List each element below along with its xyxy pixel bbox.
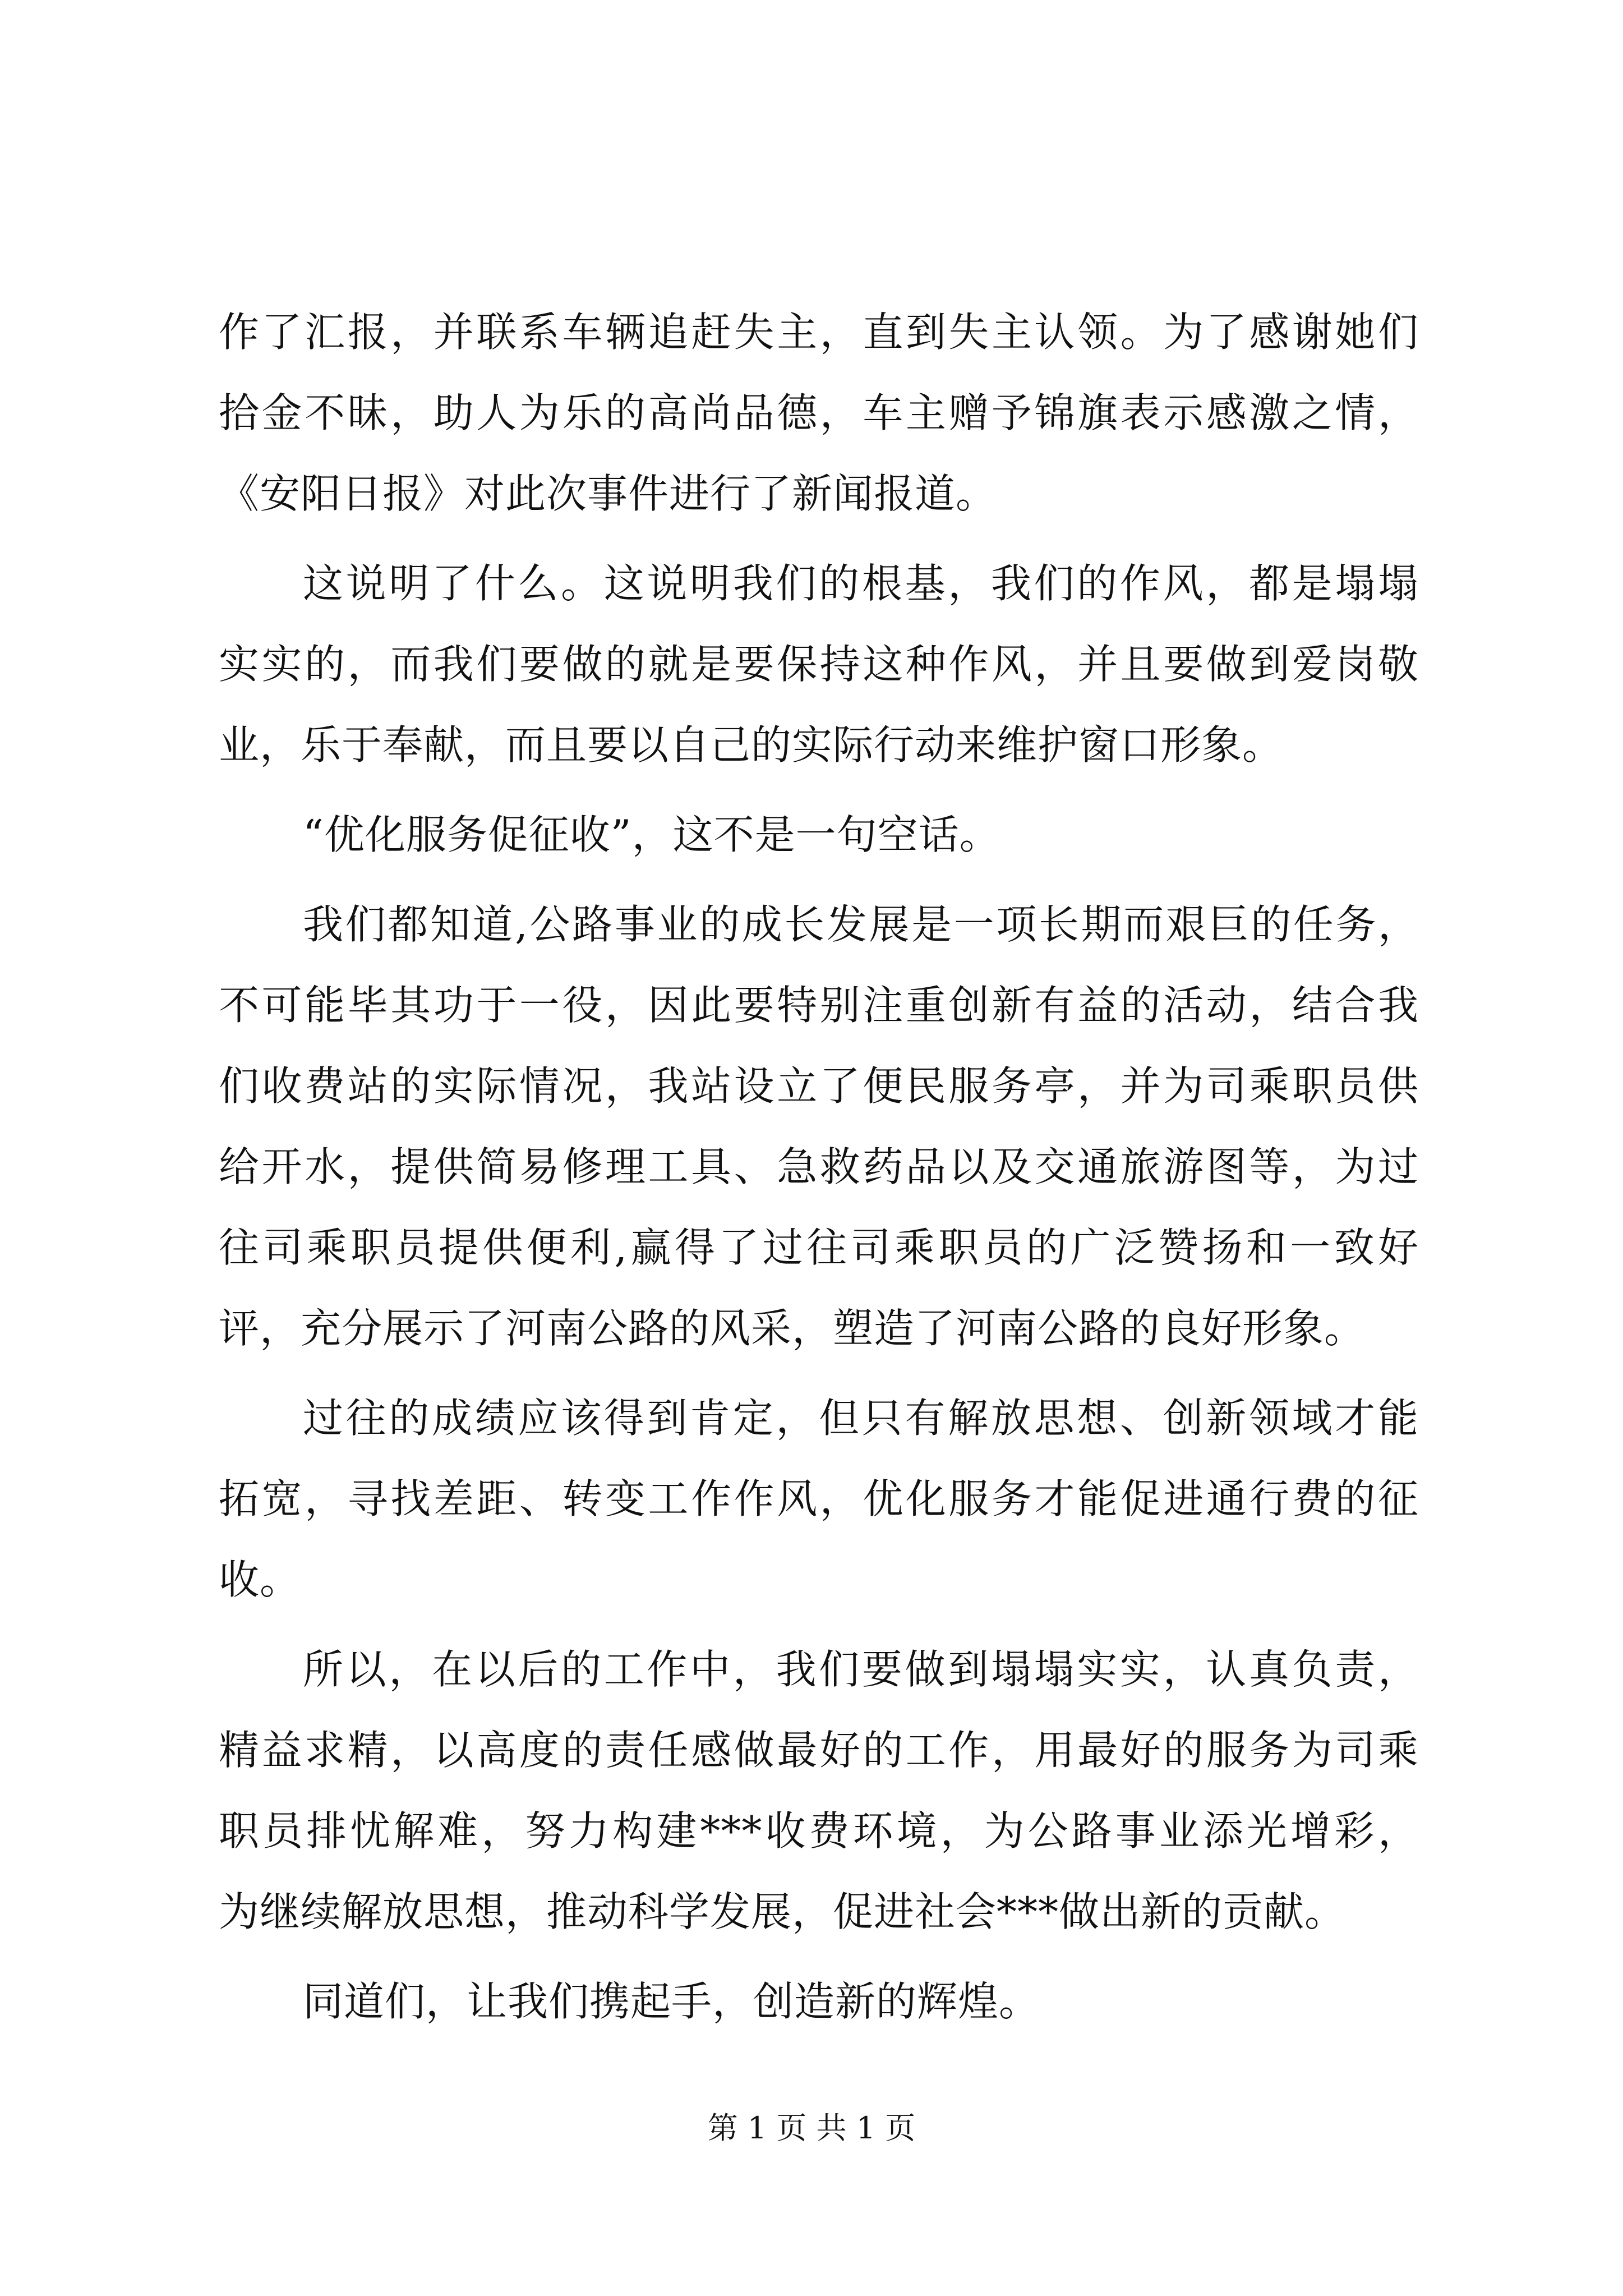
paragraph-1-line-2: 拾金不昧，助人为乐的高尚品德，车主赠予锦旗表示感激之情， (219, 389, 1419, 436)
page-number-label: 第 1 页 共 1 页 (707, 2110, 916, 2146)
paragraph-6-line-3: 职员排忧解难，努力构建***收费环境，为公路事业添光增彩， (219, 1807, 1419, 1855)
paragraph-5-line-1: 过往的成绩应该得到肯定，但只有解放思想、创新领域才能 (303, 1395, 1419, 1442)
page-footer (0, 2106, 1623, 2151)
paragraph-6-line-4: 为继续解放思想，推动科学发展，促进社会***做出新的贡献。 (219, 1888, 1346, 1935)
paragraph-2-line-2: 实实的，而我们要做的就是要保持这种作风，并且要做到爱岗敬 (219, 641, 1419, 688)
paragraph-4-line-5: 往司乘职员提供便利,赢得了过往司乘职员的广泛赞扬和一致好 (219, 1224, 1419, 1271)
paragraph-6-line-1: 所以，在以后的工作中，我们要做到塌塌实实，认真负责， (303, 1646, 1419, 1693)
paragraph-6-line-2: 精益求精，以高度的责任感做最好的工作，用最好的服务为司乘 (219, 1727, 1419, 1774)
paragraph-2-line-1: 这说明了什么。这说明我们的根基，我们的作风，都是塌塌 (303, 560, 1419, 607)
paragraph-2-line-3: 业，乐于奉献，而且要以自己的实际行动来维护窗口形象。 (219, 721, 1284, 769)
paragraph-5-line-2: 拓宽，寻找差距、转变工作作风，优化服务才能促进通行费的征 (219, 1475, 1419, 1522)
paragraph-1-line-3: 《安阳日报》对此次事件进行了新闻报道。 (219, 470, 997, 517)
paragraph-7-line-1: 同道们，让我们携起手，创造新的辉煌。 (303, 1978, 1040, 2025)
paragraph-4-line-1: 我们都知道,公路事业的成长发展是一项长期而艰巨的任务， (303, 901, 1419, 948)
paragraph-5-line-3: 收。 (219, 1556, 301, 1603)
paragraph-3-line-1: “优化服务促征收”，这不是一句空话。 (303, 811, 1000, 858)
document-body (219, 292, 1419, 2042)
paragraph-1-line-1: 作了汇报，并联系车辆追赶失主，直到失主认领。为了感谢她们 (219, 309, 1419, 356)
paragraph-4-line-3: 们收费站的实际情况，我站设立了便民服务亭，并为司乘职员供 (219, 1062, 1419, 1110)
paragraph-4-line-2: 不可能毕其功于一役，因此要特别注重创新有益的活动，结合我 (219, 982, 1419, 1029)
paragraph-4-line-6: 评，充分展示了河南公路的风采，塑造了河南公路的良好形象。 (219, 1305, 1366, 1352)
paragraph-4-line-4: 给开水，提供简易修理工具、急救药品以及交通旅游图等，为过 (219, 1143, 1419, 1190)
